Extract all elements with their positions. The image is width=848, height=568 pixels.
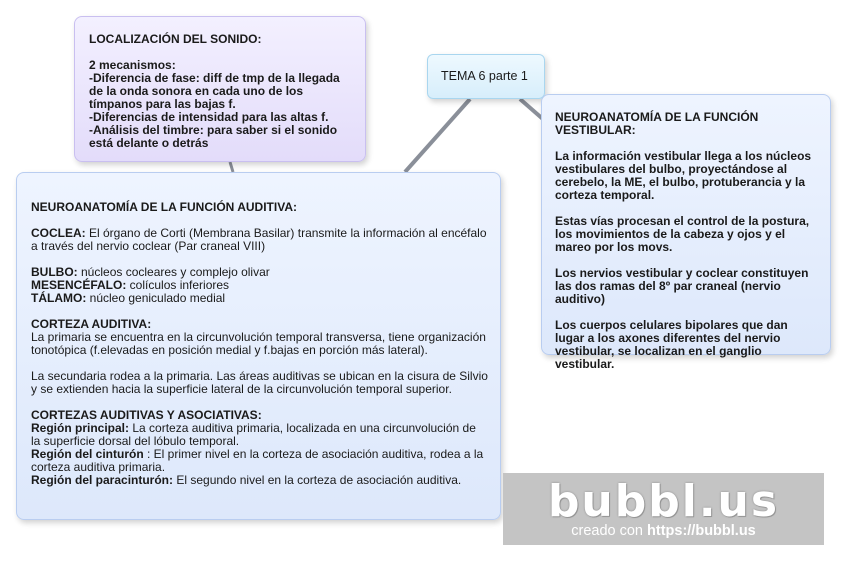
vestibular-paragraph-3: Los nervios vestibular y coclear constituyen las dos ramas del 8º par craneal (nervio auditivo)	[555, 266, 809, 306]
region-paracinturon-label: Región del paracinturón:	[31, 473, 174, 487]
region-cinturon-text: : El primer nivel en la corteza de asociación auditiva, rodea a la corteza auditiva primaria.	[31, 447, 484, 474]
talamo-item	[31, 292, 488, 305]
region-paracinturon-text: El segundo nivel en la corteza de asociación auditiva.	[173, 473, 462, 487]
coclea-text: El órgano de Corti (Membrana Basilar) transmite la información al encéfalo a través del nervio coclear (Par craneal VIII)	[31, 226, 487, 253]
asociativas-title: CORTEZAS AUDITIVAS Y ASOCIATIVAS:	[31, 408, 262, 422]
bubblus-logo: bubbl.us	[547, 476, 780, 527]
node-funcion-vestibular[interactable]	[541, 94, 831, 371]
localizacion-line-1: 2 mecanismos:	[89, 58, 176, 72]
region-cinturon-item	[31, 448, 488, 474]
mesencefalo-label: MESENCÉFALO:	[31, 278, 127, 292]
region-cinturon-label: Región del cinturón	[31, 447, 144, 461]
connector-localizacion-to-auditiva	[230, 162, 233, 172]
talamo-text: núcleo geniculado medial	[86, 291, 226, 305]
node-root-tema[interactable]	[427, 54, 545, 99]
bubblus-watermark	[503, 473, 824, 545]
connector-root-to-auditiva	[405, 99, 470, 172]
node-funcion-auditiva[interactable]	[16, 172, 501, 520]
node-localizacion-del-sonido[interactable]	[74, 16, 366, 162]
localizacion-line-2: -Diferencia de fase: diff de tmp de la llegada de la onda sonora en cada uno de los tímpanos para las bajas f.	[89, 71, 340, 111]
region-paracinturon-item	[31, 474, 488, 487]
vestibular-paragraph-2: Estas vías procesan el control de la postura, los movimientos de la cabeza y ojos y el mareo por los movs.	[555, 214, 810, 254]
region-principal-label: Región principal:	[31, 421, 130, 435]
corteza-primaria: La primaria se encuentra en la circunvolución temporal transversa, tiene organización tonotópica (f.elevadas en posición medial y f.bajas en porción más lateral).	[31, 330, 486, 357]
localizacion-title: LOCALIZACIÓN DEL SONIDO:	[89, 32, 262, 46]
localizacion-line-3: -Diferencias de intensidad para las altas f.	[89, 110, 329, 124]
bulbo-label: BULBO:	[31, 265, 78, 279]
mesencefalo-text: colículos inferiores	[126, 278, 230, 292]
watermark-url[interactable]: https://bubbl.us	[647, 523, 756, 539]
region-principal-item	[31, 422, 488, 448]
vestibular-paragraph-4: Los cuerpos celulares bipolares que dan lugar a los axones diferentes del nervio vestibular, se localizan en el ganglio vestibular.	[555, 318, 788, 371]
corteza-secundaria: La secundaria rodea a la primaria. Las áreas auditivas se ubican en la cisura de Silvio y se extienden hacia la superficie lateral de la circunvolución temporal superior.	[31, 369, 488, 396]
root-label: TEMA 6 parte 1	[441, 69, 528, 83]
talamo-label: TÁLAMO:	[31, 291, 87, 305]
localizacion-line-4: -Análisis del timbre: para saber si el sonido está delante o detrás	[89, 123, 338, 150]
corteza-title: CORTEZA AUDITIVA:	[31, 317, 152, 331]
region-principal-text: La corteza auditiva primaria, localizada en una circunvolución de la superficie dorsal del lóbulo temporal.	[31, 421, 476, 448]
coclea-item	[31, 227, 488, 253]
vestibular-paragraph-1: La información vestibular llega a los núcleos vestibulares del bulbo, proyectándose al cerebelo, la ME, el bulbo, protuberancia y la corteza temporal.	[555, 149, 812, 202]
watermark-prefix: creado con	[571, 523, 648, 539]
vestibular-title: NEUROANATOMÍA DE LA FUNCIÓN VESTIBULAR:	[555, 110, 759, 137]
bulbo-text: núcleos cocleares y complejo olivar	[77, 265, 270, 279]
coclea-label: COCLEA:	[31, 226, 86, 240]
auditiva-title: NEUROANATOMÍA DE LA FUNCIÓN AUDITIVA:	[31, 200, 297, 214]
